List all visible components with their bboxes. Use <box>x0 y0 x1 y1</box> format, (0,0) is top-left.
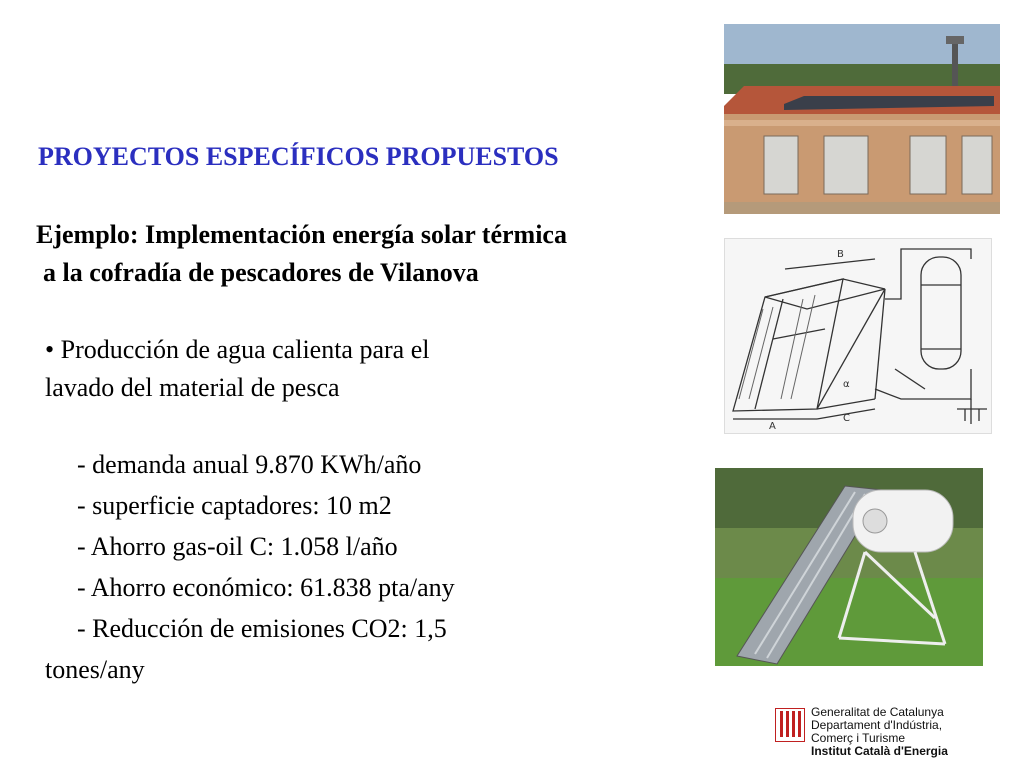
catalan-flag-icon <box>775 708 805 742</box>
solar-heater-photo <box>715 468 983 666</box>
subtitle-line-1: Ejemplo: Implementación energía solar térmica <box>36 220 567 249</box>
diagram-label-b: B <box>837 249 844 260</box>
list-item: - Reducción de emisiones CO2: 1,5 <box>77 614 447 643</box>
list-item: - demanda anual 9.870 KWh/año <box>77 450 422 479</box>
slide-title: PROYECTOS ESPECÍFICOS PROPUESTOS <box>38 142 559 171</box>
details-list <box>45 444 455 690</box>
diagram-label-a: A <box>769 421 776 432</box>
institution-logo <box>775 706 1015 766</box>
logo-line-4: Institut Català d'Energia <box>811 744 948 758</box>
list-item-continuation: tones/any <box>45 655 145 684</box>
building-photo <box>724 24 1000 214</box>
list-item: - superficie captadores: 10 m2 <box>77 491 392 520</box>
diagram-label-angle: α <box>843 379 850 390</box>
logo-text <box>811 706 948 758</box>
bullet-line-2: lavado del material de pesca <box>45 373 340 402</box>
list-item: - Ahorro gas-oil C: 1.058 l/año <box>77 532 398 561</box>
bullet-point <box>45 331 429 407</box>
logo-line-2: Departament d'Indústria, <box>811 718 943 732</box>
list-item: - Ahorro económico: 61.838 pta/any <box>77 573 455 602</box>
bullet-line-1: • Producción de agua calienta para el <box>45 335 430 364</box>
slide-subtitle <box>36 216 567 292</box>
subtitle-line-2: a la cofradía de pescadores de Vilanova <box>43 258 479 287</box>
logo-line-3: Comerç i Turisme <box>811 731 906 745</box>
diagram-label-c: C <box>843 413 850 424</box>
logo-line-1: Generalitat de Catalunya <box>811 705 944 719</box>
solar-collector-diagram <box>724 238 992 434</box>
